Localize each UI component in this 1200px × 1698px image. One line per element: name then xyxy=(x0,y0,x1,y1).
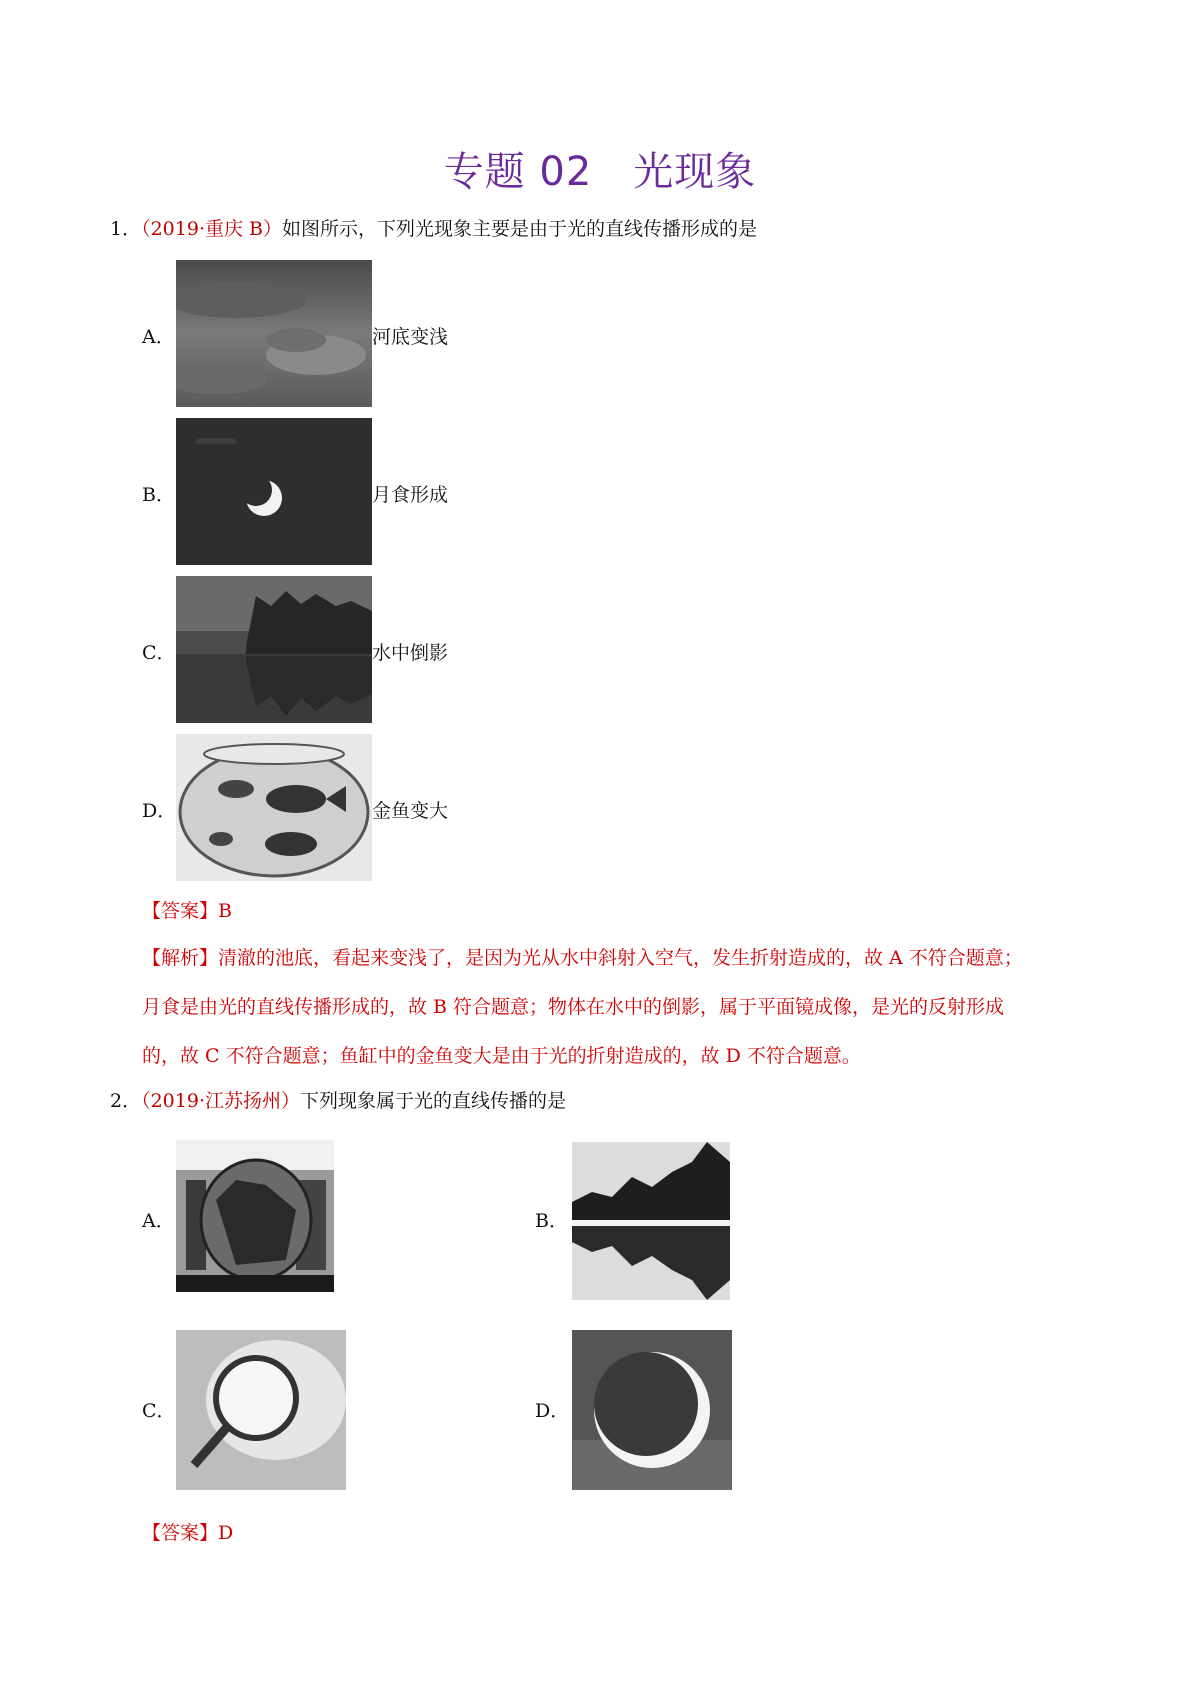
glass-ball-image xyxy=(176,1140,334,1292)
analysis-line: 【解析】清澈的池底，看起来变浅了，是因为光从水中斜射入空气，发生折射造成的，故 A 不符合题意； xyxy=(142,947,1023,969)
q1-answer: 【答案】B xyxy=(142,900,232,922)
question-text: 下列现象属于光的直线传播的是 xyxy=(300,1090,567,1112)
solar-eclipse-image xyxy=(572,1330,732,1490)
q2-option-c-letter: C． xyxy=(142,1400,176,1422)
water-reflection-image xyxy=(176,576,372,723)
q2-option-d-letter: D． xyxy=(535,1400,570,1422)
q1-option-b-letter: B． xyxy=(142,484,175,506)
q1-option-a-letter: A． xyxy=(142,326,175,348)
q2-option-a-letter: A． xyxy=(142,1210,175,1232)
question-number: 2． xyxy=(110,1090,142,1112)
q1-option-d-text: 金鱼变大 xyxy=(372,800,449,822)
page-title: 专题 02 光现象 xyxy=(443,149,757,195)
q1-option-c-letter: C． xyxy=(142,642,176,664)
q2-option-b-letter: B． xyxy=(535,1210,568,1232)
riverbed-image xyxy=(176,260,372,407)
q1-option-c-text: 水中倒影 xyxy=(372,642,449,664)
analysis-line: 月食是由光的直线传播形成的，故 B 符合题意；物体在水中的倒影，属于平面镜成像，是光的反射形成 xyxy=(142,996,1005,1018)
question-text: 如图所示，下列光现象主要是由于光的直线传播形成的是 xyxy=(282,218,758,240)
q1-analysis xyxy=(142,934,1102,1081)
mountain-reflection-image xyxy=(572,1142,730,1300)
q1-option-a-text: 河底变浅 xyxy=(372,326,449,348)
analysis-line: 的，故 C 不符合题意；鱼缸中的金鱼变大是由于光的折射造成的，故 D 不符合题意。 xyxy=(142,1045,861,1067)
question-2-stem xyxy=(110,1088,566,1114)
q1-option-b-text: 月食形成 xyxy=(372,484,449,506)
lunar-eclipse-image xyxy=(176,418,372,565)
q2-answer: 【答案】D xyxy=(142,1522,234,1544)
question-source: （2019·江苏扬州） xyxy=(141,1090,300,1112)
question-1-stem xyxy=(110,216,757,242)
goldfish-bowl-image xyxy=(176,734,372,881)
q1-option-d-letter: D． xyxy=(142,800,177,822)
question-source: （2019·重庆 B） xyxy=(141,218,282,240)
question-number: 1． xyxy=(110,218,142,240)
magnifier-image xyxy=(176,1330,346,1490)
